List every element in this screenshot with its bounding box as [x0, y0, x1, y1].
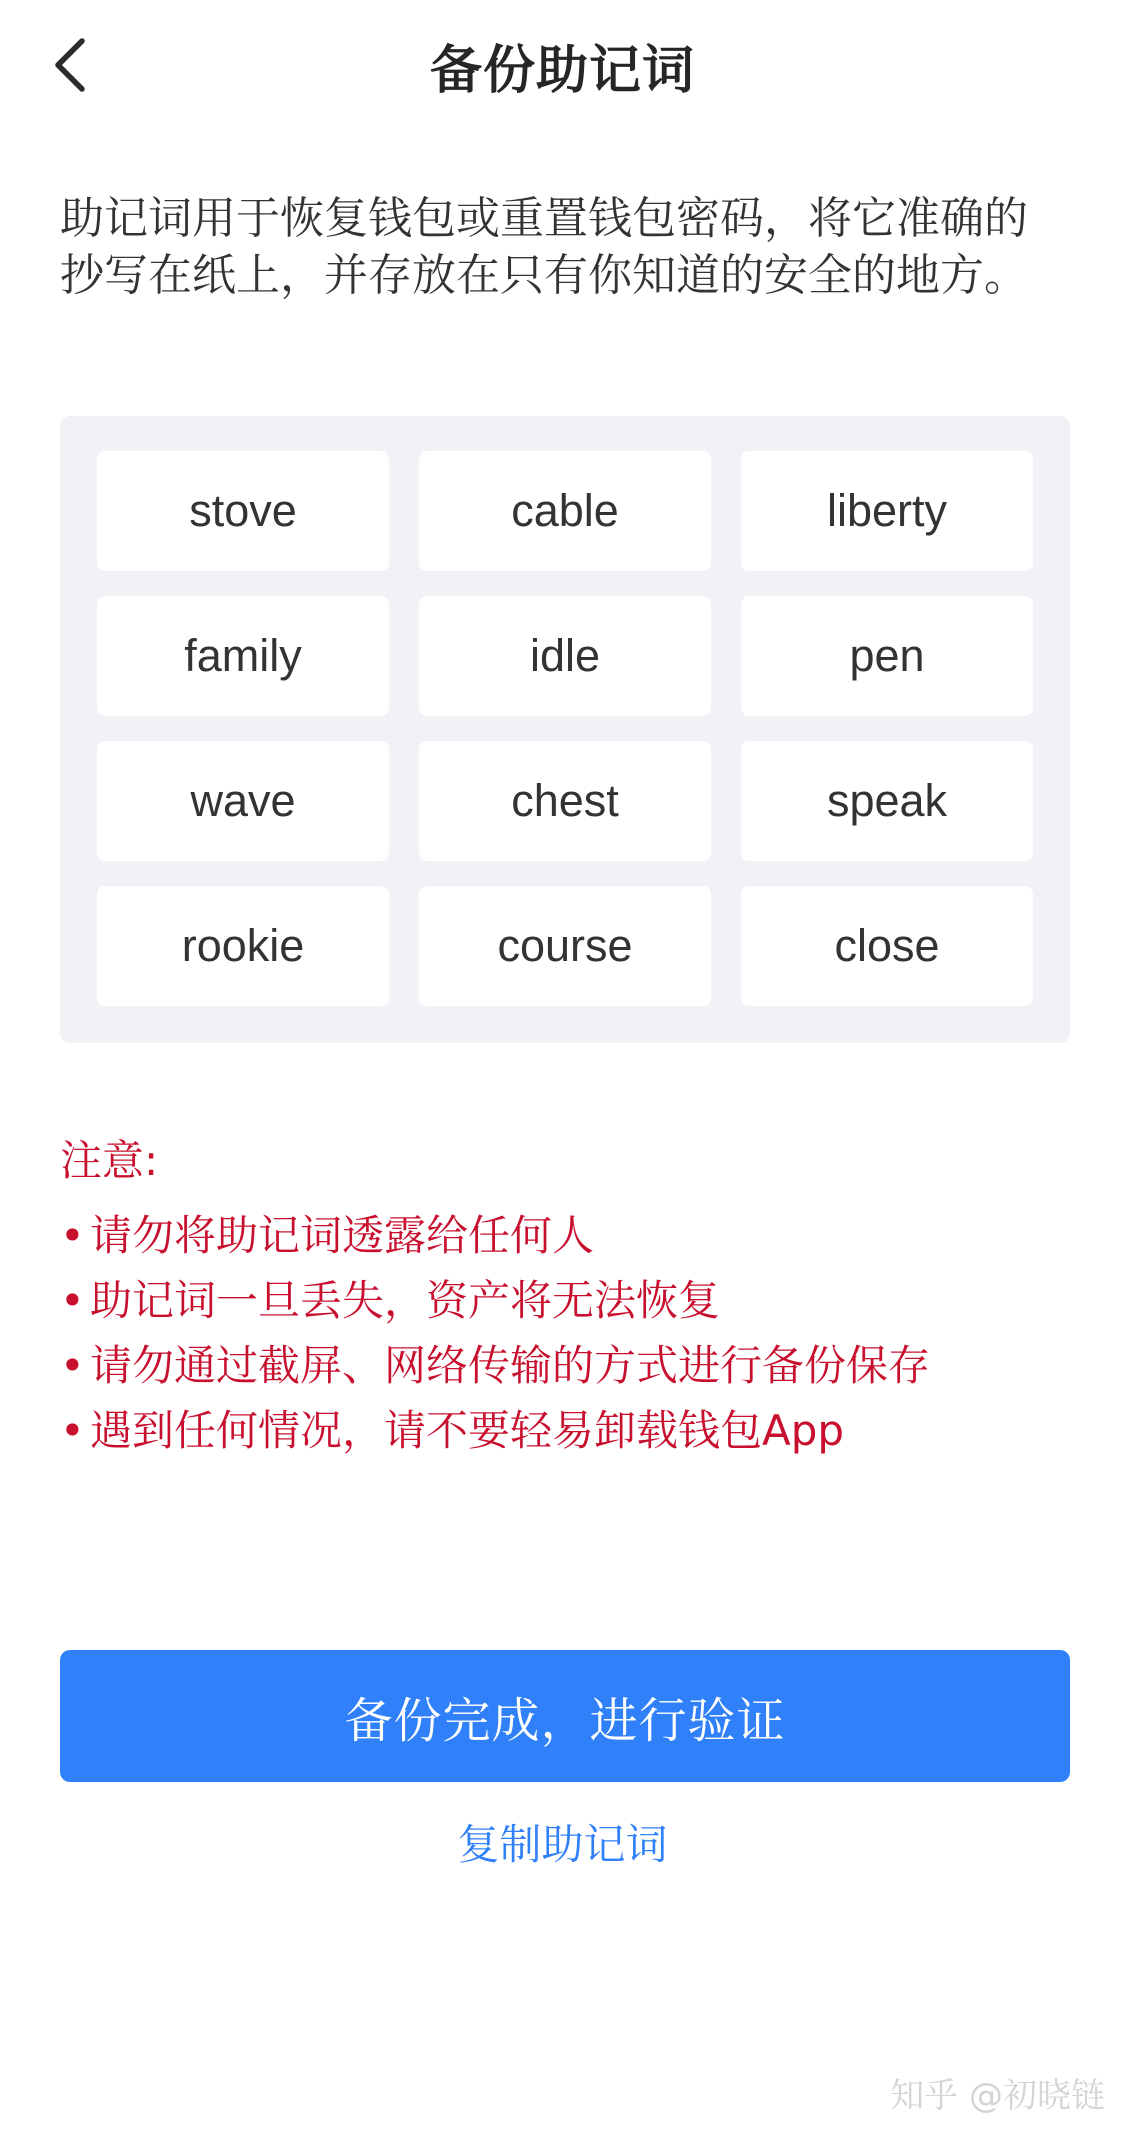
copy-mnemonic-link[interactable]: 复制助记词: [457, 1820, 668, 1869]
mnemonic-word-grid: [60, 416, 1070, 1043]
mnemonic-word: course: [419, 886, 711, 1006]
mnemonic-word: liberty: [741, 451, 1033, 571]
mnemonic-word: speak: [741, 741, 1033, 861]
backup-complete-verify-button[interactable]: 备份完成，进行验证: [60, 1650, 1070, 1782]
mnemonic-word: cable: [419, 451, 711, 571]
notice-list: [60, 1203, 930, 1463]
notice-item-text: 请勿将助记词透露给任何人: [90, 1211, 595, 1260]
notice-title: 注意:: [60, 1136, 159, 1185]
notice-item: [60, 1398, 930, 1463]
intro-text: 助记词用于恢复钱包或重置钱包密码，将它准确的抄写在纸上，并存放在只有你知道的安全的地方。: [60, 193, 1028, 301]
mnemonic-word: rookie: [97, 886, 389, 1006]
mnemonic-word: idle: [419, 596, 711, 716]
navigation-bar: [0, 0, 1125, 130]
bullet-icon: •: [60, 1406, 85, 1455]
mnemonic-word: wave: [97, 741, 389, 861]
notice-item: [60, 1203, 930, 1268]
notice-item-text: 助记词一旦丢失，资产将无法恢复: [90, 1276, 721, 1325]
mnemonic-word: pen: [741, 596, 1033, 716]
notice-item: [60, 1268, 930, 1333]
bullet-icon: •: [60, 1211, 85, 1260]
notice-item-text: 请勿通过截屏、网络传输的方式进行备份保存: [90, 1341, 931, 1390]
mnemonic-word: stove: [97, 451, 389, 571]
mnemonic-word: family: [97, 596, 389, 716]
bullet-icon: •: [60, 1341, 85, 1390]
watermark: 知乎 @初晓链: [890, 2076, 1105, 2116]
notice-item: [60, 1333, 930, 1398]
mnemonic-word: chest: [419, 741, 711, 861]
mnemonic-word: close: [741, 886, 1033, 1006]
notice-item-text: 遇到任何情况，请不要轻易卸载钱包App: [90, 1406, 845, 1455]
page-title: 备份助记词: [429, 41, 695, 101]
bullet-icon: •: [60, 1276, 85, 1325]
